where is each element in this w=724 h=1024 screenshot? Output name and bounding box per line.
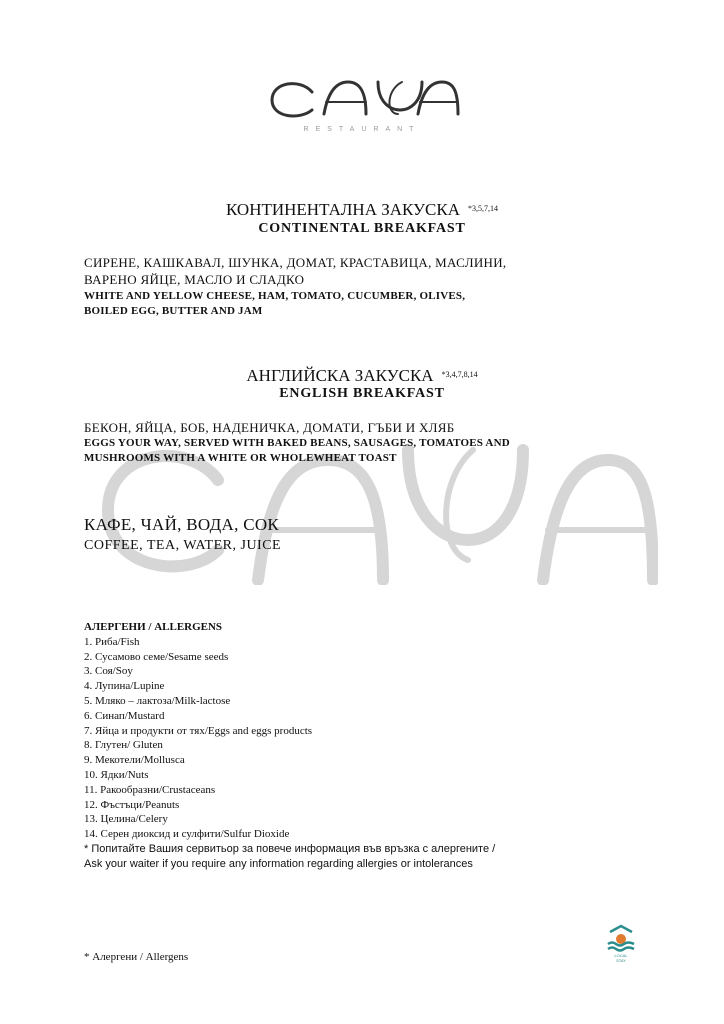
english-desc-en <box>84 436 644 466</box>
allergens-section <box>84 620 644 872</box>
desc-line: BOILED EGG, BUTTER AND JAM <box>84 305 263 317</box>
allergen-item: 10. Ядки/Nuts <box>84 768 149 781</box>
allergens-note-bg: * Попитайте Вашия сервитьор за повече информация във връзка с алергените / <box>84 842 496 855</box>
allergen-item: 5. Мляко – лактоза/Milk-lactose <box>84 694 231 707</box>
drinks-title-en: COFFEE, TEA, WATER, JUICE <box>84 538 282 553</box>
badge-text-line: STAY <box>616 958 626 963</box>
desc-line: БЕКОН, ЯЙЦА, БОБ, НАДЕНИЧКА, ДОМАТИ, ГЪБИ И ХЛЯБ <box>84 420 455 435</box>
local-stay-badge <box>604 924 638 964</box>
allergen-item: 1. Риба/Fish <box>84 635 140 648</box>
allergen-item: 12. Фъстъци/Peanuts <box>84 798 180 811</box>
allergens-list <box>84 635 644 842</box>
allergen-item: 13. Целина/Celery <box>84 813 168 826</box>
english-allergen-codes: *3,4,7,8,14 <box>441 370 478 379</box>
allergen-item: 8. Глутен/ Gluten <box>84 739 163 752</box>
english-desc-bg <box>84 419 644 436</box>
allergens-title: АЛЕРГЕНИ / ALLERGENS <box>84 621 223 633</box>
allergen-item: 4. Лупина/Lupine <box>84 680 165 693</box>
wave-icon <box>608 948 634 951</box>
allergen-item: 9. Мекотели/Mollusca <box>84 754 185 767</box>
badge-text-line: LOCAL <box>614 953 628 958</box>
english-title-bg <box>0 366 724 386</box>
desc-line: ВАРЕНО ЯЙЦЕ, МАСЛО И СЛАДКО <box>84 272 305 287</box>
allergen-item: 14. Серен диоксид и сулфити/Sulfur Dioxide <box>84 828 290 841</box>
allergen-item: 2. Сусамово семе/Sesame seeds <box>84 650 229 663</box>
english-title-bg-text: АНГЛИЙСКА ЗАКУСКА <box>246 366 434 385</box>
continental-title-en: CONTINENTAL BREAKFAST <box>258 221 466 236</box>
allergen-item: 3. Соя/Soy <box>84 665 133 678</box>
desc-line: MUSHROOMS WITH A WHITE OR WHOLEWHEAT TOAST <box>84 452 397 464</box>
allergen-item: 6. Синап/Mustard <box>84 709 165 722</box>
continental-desc-bg <box>84 254 644 288</box>
desc-line: EGGS YOUR WAY, SERVED WITH BAKED BEANS, SAUSAGES, TOMATOES AND <box>84 437 510 449</box>
desc-line: СИРЕНЕ, КАШКАВАЛ, ШУНКА, ДОМАТ, КРАСТАВИЦА, МАСЛИНИ, <box>84 255 507 270</box>
allergen-item: 7. Яйца и продукти от тях/Eggs and eggs products <box>84 724 313 737</box>
allergens-note-en: Ask your waiter if you require any information regarding allergies or intolerances <box>84 857 473 870</box>
continental-desc-en <box>84 289 644 319</box>
roof-icon <box>610 926 632 932</box>
continental-title-bg-text: КОНТИНЕНТАЛНА ЗАКУСКА <box>226 200 460 219</box>
logo-subtitle: RESTAURANT <box>303 126 421 133</box>
english-title-en: ENGLISH BREAKFAST <box>279 386 445 401</box>
footer-allergens-note: * Алергени / Allergens <box>84 951 189 963</box>
continental-allergen-codes: *3,5,7,14 <box>468 204 498 213</box>
allergen-item: 11. Ракообразни/Crustaceans <box>84 783 216 796</box>
desc-line: WHITE AND YELLOW CHEESE, HAM, TOMATO, CUCUMBER, OLIVES, <box>84 290 466 302</box>
continental-title-bg <box>0 200 724 220</box>
drinks-title-bg: КАФЕ, ЧАЙ, ВОДА, СОК <box>84 515 280 534</box>
